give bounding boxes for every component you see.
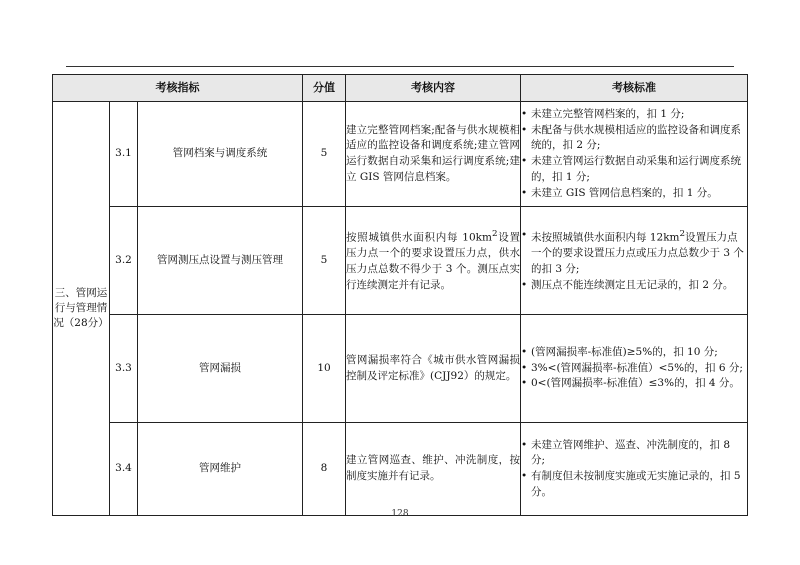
item-number: 3.1	[110, 102, 138, 207]
criteria-item: • 未建立 GIS 管网信息档案的，扣 1 分。	[521, 186, 747, 202]
item-content: 建立完整管网档案;配备与供水规模相适应的监控设备和调度系统;建立管网运行数据自动采集和运行调度系统;建立 GIS 管网信息档案。	[346, 102, 521, 207]
content-text: 设置压力点一个的要求设置压力点，供水压力点总数不得少于 3 个。测压点实行连续测定并有记录。	[346, 231, 520, 291]
header-score: 分值	[303, 75, 346, 102]
item-criteria	[521, 102, 748, 207]
table-row	[53, 102, 748, 207]
item-content: 管网漏损率符合《城市供水管网漏损控制及评定标准》(CJJ92）的规定。	[346, 315, 521, 423]
table-header-row	[53, 75, 748, 102]
page-number: 128	[391, 509, 409, 519]
item-number: 3.3	[110, 315, 138, 423]
criteria-item: • 未建立管网维护、巡查、冲洗制度的，扣 8 分;	[521, 438, 747, 470]
criteria-item: • (管网漏损率-标准值)≥5%的，扣 10 分;	[521, 345, 747, 361]
criteria-item: • 有制度但未按制度实施或无实施记录的，扣 5 分。	[521, 469, 747, 501]
criteria-item: • 未建立管网运行数据自动采集和运行调度系统的，扣 1 分;	[521, 154, 747, 186]
item-name: 管网漏损	[138, 315, 303, 423]
item-score: 10	[303, 315, 346, 423]
criteria-item: • 未建立完整管网档案的，扣 1 分;	[521, 107, 747, 123]
criteria-item	[521, 228, 747, 278]
table-row	[53, 315, 748, 423]
table-row	[53, 423, 748, 516]
header-indicator: 考核指标	[53, 75, 303, 102]
category-cell: 三、管网运行与管理情况（28分）	[53, 102, 110, 516]
content-text: 按照城镇供水面积内每 10km	[346, 231, 492, 244]
assessment-table	[52, 74, 748, 516]
item-criteria	[521, 315, 748, 423]
item-number: 3.2	[110, 207, 138, 315]
item-criteria	[521, 423, 748, 516]
item-criteria	[521, 207, 748, 315]
item-name: 管网维护	[138, 423, 303, 516]
criteria-text: 未按照城镇供水面积内每 12km	[531, 231, 680, 244]
table-row	[53, 207, 748, 315]
criteria-item: • 未配备与供水规模相适应的监控设备和调度系统的，扣 2 分;	[521, 123, 747, 155]
header-rule	[66, 66, 734, 67]
item-name: 管网档案与调度系统	[138, 102, 303, 207]
criteria-item: • 测压点不能连续测定且无记录的，扣 2 分。	[521, 278, 747, 294]
item-number: 3.4	[110, 423, 138, 516]
item-score: 8	[303, 423, 346, 516]
superscript-2: 2	[491, 228, 498, 239]
superscript-2: 2	[679, 228, 686, 239]
header-content: 考核内容	[346, 75, 521, 102]
item-name: 管网测压点设置与测压管理	[138, 207, 303, 315]
item-score: 5	[303, 207, 346, 315]
criteria-item: • 0<(管网漏损率-标准值）≤3%的，扣 4 分。	[521, 376, 747, 392]
header-standard: 考核标准	[521, 75, 748, 102]
criteria-text: 设置压力点一个的要求设置压力点或压力点总数少于 3 个的扣 3 分;	[531, 231, 744, 275]
item-content: 建立管网巡查、维护、冲洗制度，按制度实施并有记录。	[346, 423, 521, 516]
criteria-item: • 3%<(管网漏损率-标准值）<5%的，扣 6 分;	[521, 361, 747, 377]
item-content	[346, 207, 521, 315]
item-score: 5	[303, 102, 346, 207]
